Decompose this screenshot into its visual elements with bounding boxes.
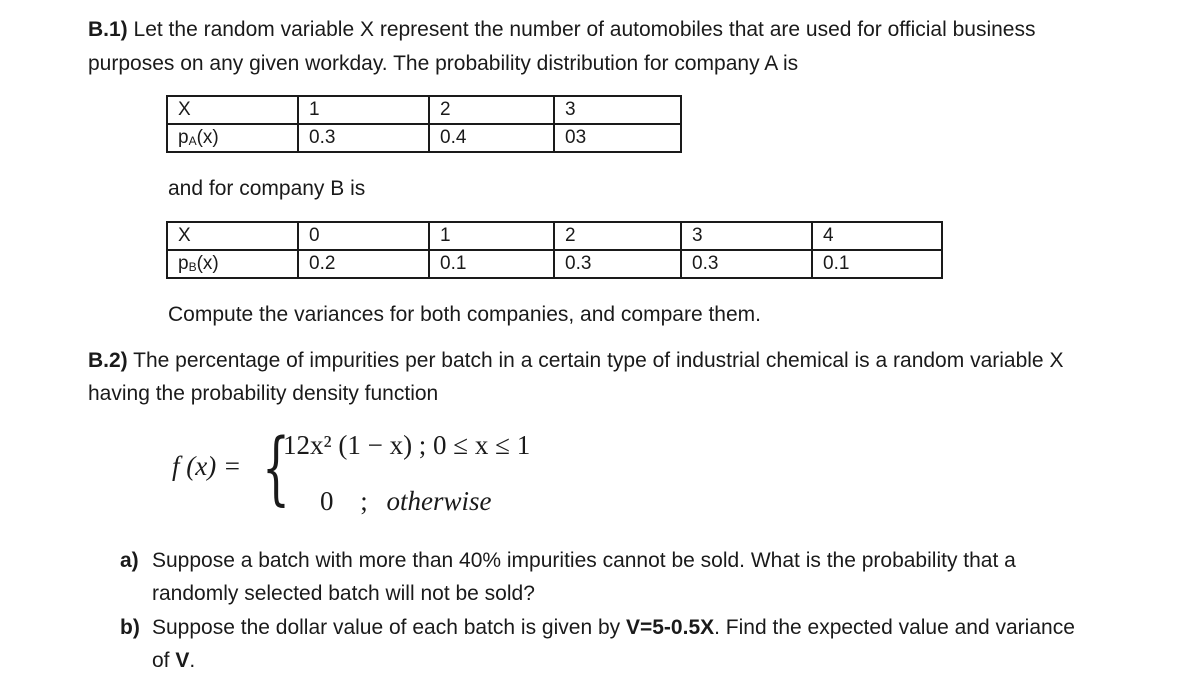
b1-intro-line2: purposes on any given workday. The probability distribution for company A is (88, 52, 799, 75)
label-sub: B (188, 260, 197, 274)
table-cell: 4 (812, 222, 942, 250)
table-cell: 03 (554, 124, 681, 152)
part-a-line2: randomly selected batch will not be sold? (152, 582, 535, 605)
company-a-table (166, 95, 682, 153)
table-cell: 0.4 (429, 124, 554, 152)
table-cell: 0.1 (429, 250, 554, 278)
function-lhs: f (x) = (172, 451, 242, 481)
table-cell: 1 (298, 96, 429, 124)
part-b-label: b) (120, 616, 140, 639)
label-p: p (178, 253, 189, 274)
part-b-line2 (152, 648, 195, 674)
table-cell: 0 (298, 222, 429, 250)
part-b-variable: V (175, 649, 190, 672)
table-cell: 0.1 (812, 250, 942, 278)
b1-intro-line1: Let the random variable X represent the number of automobiles that are used for official business (127, 18, 1036, 41)
table-cell: 0.3 (681, 250, 812, 278)
table-cell: 2 (554, 222, 681, 250)
left-brace: { (262, 421, 290, 514)
case-2-text: otherwise (386, 486, 492, 516)
label-p: p (178, 127, 189, 148)
company-b-intro: and for company B is (168, 177, 366, 200)
label-sub: A (188, 134, 197, 148)
label-tail: (x) (196, 127, 219, 148)
table-cell: 0.3 (298, 124, 429, 152)
b2-label: B.2) (88, 349, 128, 372)
case-2-separator: ; (360, 486, 368, 516)
b2-paragraph (88, 348, 1063, 374)
table-cell: 2 (429, 96, 554, 124)
table-row (167, 124, 681, 152)
table-row (167, 96, 681, 124)
part-b-text-pre: Suppose the dollar value of each batch is given by (152, 616, 626, 639)
b1-instruction: Compute the variances for both companies, and compare them. (168, 303, 761, 326)
case-1-expression: 12x² (1 − x) ; 0 ≤ x ≤ 1 (283, 430, 531, 460)
case-2-value: 0 (320, 486, 334, 516)
table-cell-label (167, 250, 298, 278)
table-cell: X (167, 222, 298, 250)
table-cell: 0.2 (298, 250, 429, 278)
b1-label: B.1) (88, 18, 128, 41)
part-b-formula: V=5-0.5X (625, 616, 715, 639)
label-tail: (x) (196, 253, 219, 274)
part-a-label: a) (120, 549, 139, 572)
table-cell: X (167, 96, 298, 124)
part-b-line2-pre: of (152, 649, 176, 672)
company-b-table (166, 221, 943, 279)
table-cell: 1 (429, 222, 554, 250)
b2-intro-line2: having the probability density function (88, 382, 439, 405)
part-b-line1 (152, 615, 1075, 641)
table-row (167, 250, 942, 278)
part-a-line1: Suppose a batch with more than 40% impurities cannot be sold. What is the probability that a (152, 549, 1016, 572)
table-row (167, 222, 942, 250)
part-b-line2-post: . (189, 649, 196, 672)
table-cell: 3 (681, 222, 812, 250)
b1-paragraph (88, 17, 1036, 43)
table-cell: 3 (554, 96, 681, 124)
part-b-text-post: . Find the expected value and variance (714, 616, 1075, 639)
case-2-row (320, 486, 492, 517)
table-cell-label (167, 124, 298, 152)
table-cell: 0.3 (554, 250, 681, 278)
b2-intro-line1: The percentage of impurities per batch in a certain type of industrial chemical is a random variable X (127, 349, 1064, 372)
